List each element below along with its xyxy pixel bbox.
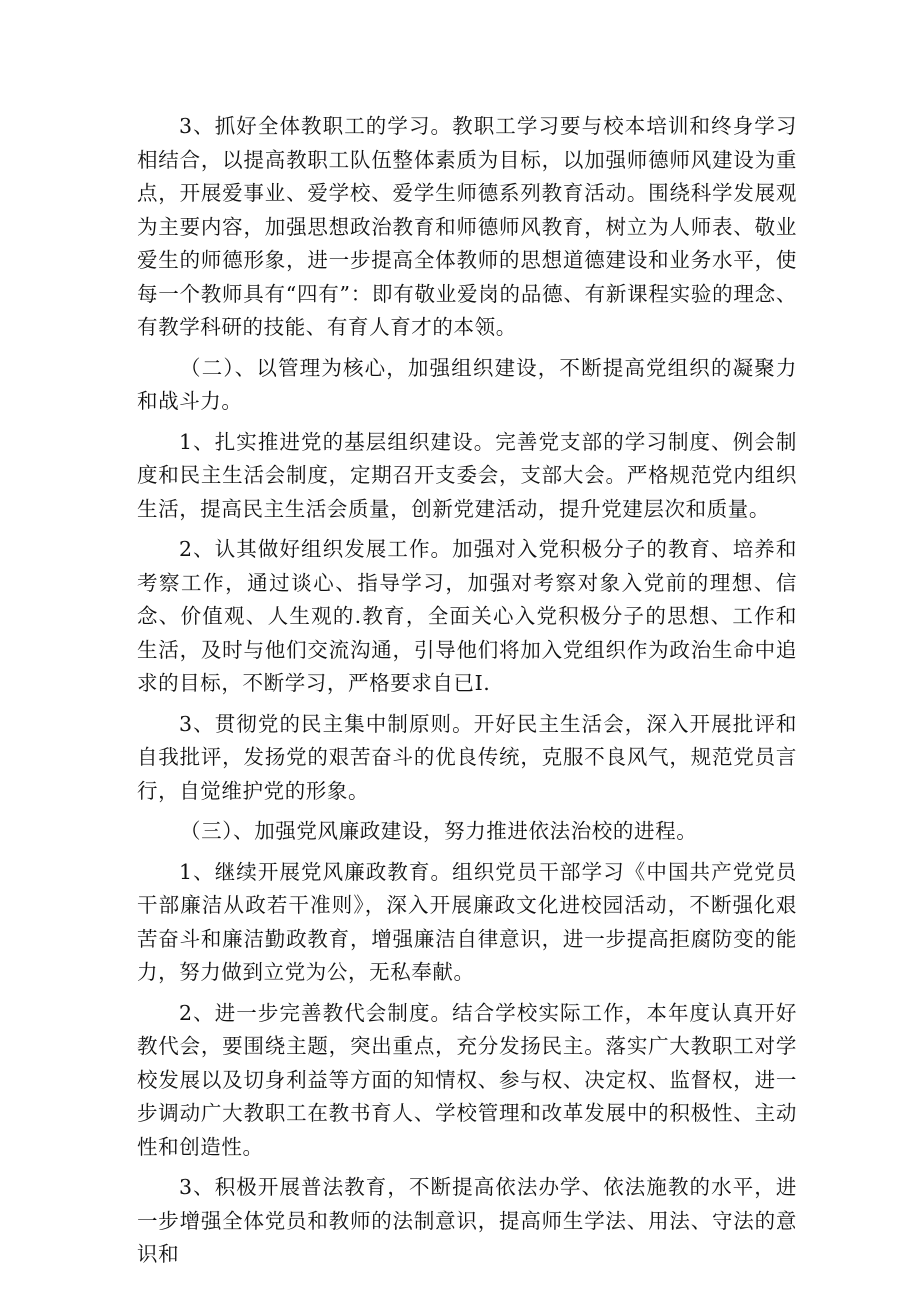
paragraph-legal-education: 3、积极开展普法教育，不断提高依法办学、依法施教的水平，进一步增强全体党员和教师的法制意识，提高师生学法、用法、守法的意识和: [137, 1175, 797, 1266]
paragraph-staff-congress: 2、进一步完善教代会制度。结合学校实际工作，本年度认真开好教代会，要围绕主题，突出重点，充分发扬民主。落实广大教职工对学校发展以及切身利益等方面的知情权、参与权、决定权、监督权，进一步调动广大教职工在教书育人、学校管理和改革发展中的积极性、主动性和创造性。: [137, 1000, 797, 1159]
section-heading-organization: （二）、以管理为核心，加强组织建设，不断提高党组织的凝聚力和战斗力。: [137, 355, 797, 413]
paragraph-organization-development: 2、认其做好组织发展工作。加强对入党积极分子的教育、培养和考察工作，通过谈心、指导学习，加强对考察对象入党前的理想、信念、价值观、人生观的.教育，全面关心入党积极分子的思想、工作和生活，及时与他们交流沟通，引导他们将加入党组织作为政治生命中追求的目标，不断学习，严格要求自已I.: [137, 537, 797, 695]
paragraph-democratic-centralism: 3、贯彻党的民主集中制原则。开好民主生活会，深入开展批评和自我批评，发扬党的艰苦奋斗的优良传统，克服不良风气，规范党员言行，自觉维护党的形象。: [137, 711, 797, 803]
section-heading-integrity: （三）、加强党风廉政建设，努力推进依法治校的进程。: [180, 819, 698, 843]
paragraph-teacher-study: 3、抓好全体教职工的学习。教职工学习要与校本培训和终身学习相结合，以提高教职工队伍整体素质为目标，以加强师德师风建设为重点，开展爱事业、爱学校、爱学生师德系列教育活动。围绕科学发展观为主要内容，加强思想政治教育和师德师风教育，树立为人师表、敬业爱生的师德形象，进一步提高全体教师的思想道德建设和业务水平，使每一个教师具有“四有”：即有敬业爱岗的品德、有新课程实验的理念、有教学科研的技能、有育人育才的本领。: [137, 114, 797, 339]
paragraph-integrity-education: 1、继续开展党风廉政教育。组织党员干部学习《中国共产党党员干部廉洁从政若干准则》，深入开展廉政文化进校园活动，不断强化艰苦奋斗和廉洁勤政教育，增强廉洁自律意识，进一步提高拒腐防变的能力，努力做到立党为公，无私奉献。: [137, 859, 797, 984]
paragraph-grassroots-organization: 1、扎实推进党的基层组织建设。完善党支部的学习制度、例会制度和民主生活会制度，定期召开支委会，支部大会。严格规范党内组织生活，提高民主生活会质量，创新党建活动，提升党建层次和质量。: [137, 429, 797, 521]
document-body: [137, 110, 797, 1266]
